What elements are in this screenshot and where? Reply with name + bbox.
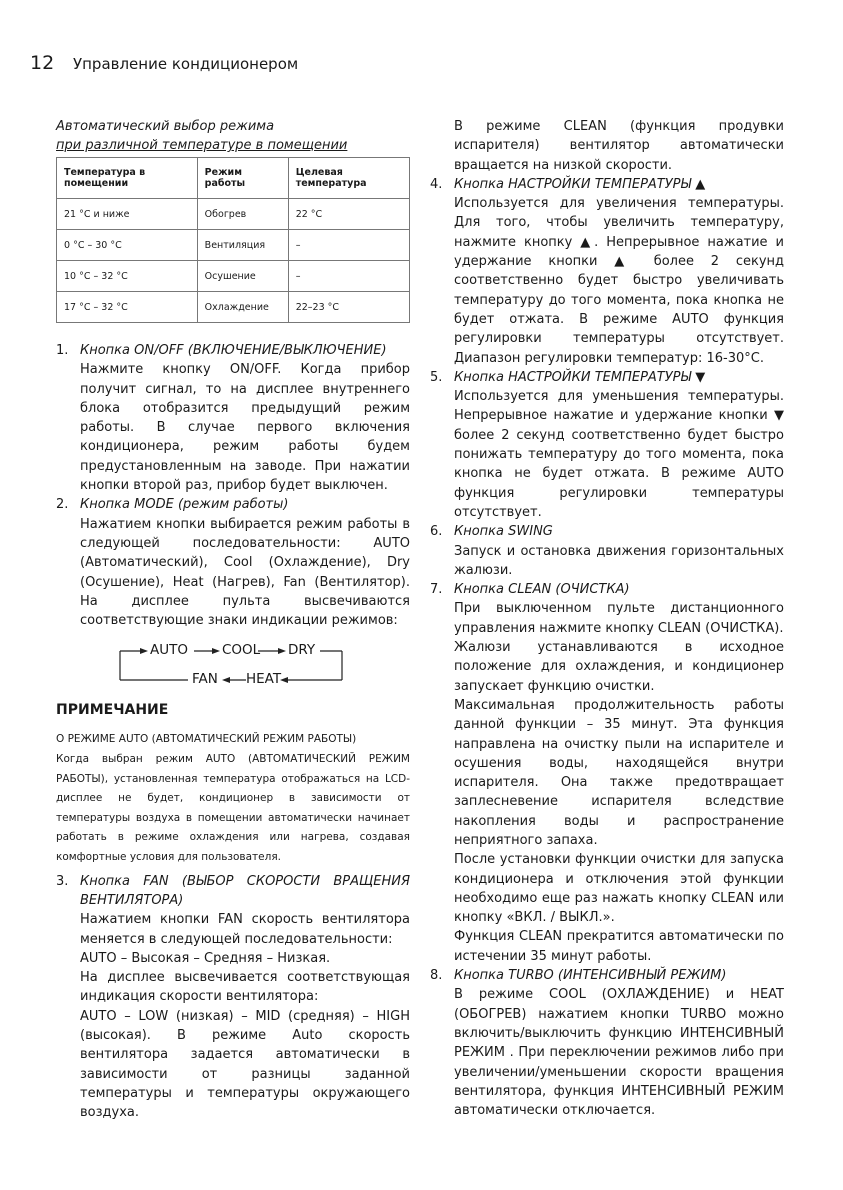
item-7-p3: Максимальная продолжительность работы данной функции – 35 минут. Эта функция направлена на очистку пыли на испарителе и осушения воды, находящейся внутри испарителя. Она также предотвращает заплесневение испарителя вследствие накопления воды и распространение неприятного запаха.: [454, 697, 784, 848]
item-7-p4: После установки функции очистки для запуска кондиционера и отключения этой функции необходимо еще раз нажать кнопку CLEAN или кнопку «ВКЛ. / ВЫКЛ.».: [454, 852, 784, 926]
item-8-heading: 8. Кнопка TURBO (ИНТЕНСИВНЫЙ РЕЖИМ): [430, 968, 727, 984]
mode-dry: DRY: [288, 642, 316, 659]
item-1-text: Нажмите кнопку ON/OFF. Когда прибор получит сигнал, то на дисплее внутреннего блока отобразится предыдущий режим работы. В случае первого включения кондиционера, режим работы будем предустановленным на заводе. При нажатии кнопки второй раз, прибор будет выключен.: [80, 362, 410, 494]
item-5-heading: 5. Кнопка НАСТРОЙКИ ТЕМПЕРАТУРЫ ▼: [430, 369, 706, 385]
item-8-text: В режиме COOL (ОХЛАЖДЕНИЕ) и HEAT (ОБОГРЕВ) нажатием кнопки TURBO можно включить/выключить функцию ИНТЕНСИВНЫЙ РЕЖИМ . При переключении режимов либо при увеличении/уменьшении скорости вращения вентилятора, функция ИНТЕНСИВНЫЙ РЕЖИМ автоматически отключается.: [454, 987, 784, 1119]
mode-table: [56, 157, 410, 323]
item-6-text: Запуск и остановка движения горизонтальных жалюзи.: [454, 543, 784, 578]
item-3-heading: 3. Кнопка FAN (ВЫБОР СКОРОСТИ ВРАЩЕНИЯ ВЕНТИЛЯТОРА): [56, 873, 410, 908]
right-column: [430, 117, 784, 1120]
note-text: Когда выбран режим AUTO (АВТОМАТИЧЕСКИЙ РЕЖИМ РАБОТЫ), установленная температура отображаться на LCD-дисплее не будет, кондиционер в зависимости от температуры воздуха в помещении автоматически начинает работать в режиме охлаждения или нагрева, создавая комфортные условия для пользователя.: [56, 753, 410, 864]
item-7-p1: При выключенном пульте дистанционного управления нажмите кнопку CLEAN (ОЧИСТКА).: [454, 601, 784, 636]
mode-auto: AUTO: [150, 642, 188, 659]
page-header: [30, 52, 298, 74]
item-3-p2: AUTO – Высокая – Средняя – Низкая.: [80, 950, 331, 966]
mode-heat: HEAT: [246, 671, 282, 688]
item-3-p1: Нажатием кнопки FAN скорость вентилятора меняется в следующей последовательности:: [80, 912, 410, 947]
table-row: 17 °C – 32 °C Охлаждение 22–23 °C: [57, 292, 410, 323]
item-6-heading: 6. Кнопка SWING: [430, 524, 553, 540]
note-subtitle: О РЕЖИМЕ AUTO (АВТОМАТИЧЕСКИЙ РЕЖИМ РАБОТЫ): [56, 733, 357, 746]
table-row: 10 °C – 32 °C Осушение –: [57, 261, 410, 292]
item-4-text: Используется для увеличения температуры. Для того, чтобы увеличить температуру, нажмите кнопку ▲. Непрерывное нажатие и удержание кнопки ▲ более 2 секунд соответственно будет быстро увеличивать температуру до того момента, пока кнопка не будет отжата. В режиме AUTO функция регулировки температуры отсутствует. Диапазон регулировки температур: 16-30°С.: [454, 196, 784, 366]
clean-intro: В режиме CLEAN (функция продувки испарителя) вентилятор автоматически вращается на низкой скорости.: [454, 119, 784, 173]
table-caption: Автоматический выбор режима при различной температуре в помещении: [56, 119, 348, 153]
item-7-p5: Функция CLEAN прекратится автоматически по истечении 35 минут работы.: [454, 929, 784, 964]
item-1-heading: 1. Кнопка ON/OFF (ВКЛЮЧЕНИЕ/ВЫКЛЮЧЕНИЕ): [56, 343, 387, 358]
mode-fan: FAN: [192, 671, 218, 688]
page-title: Управление кондиционером: [72, 55, 299, 73]
item-4-heading: 4. Кнопка НАСТРОЙКИ ТЕМПЕРАТУРЫ ▲: [430, 176, 706, 192]
mode-cool: COOL: [222, 642, 261, 659]
table-header-row: Температура в помещении Режим работы Целевая температура: [57, 158, 410, 199]
item-2-text: Нажатием кнопки выбирается режим работы в следующей последовательности: AUTO (Автоматический), Cool (Охлаждение), Dry (Осушение), Heat (Нагрев), Fan (Вентилятор). На дисплее пульта высвечиваются соответствующие знаки индикации режимов:: [80, 516, 410, 629]
table-row: 0 °C – 30 °C Вентиляция –: [57, 230, 410, 261]
table-row: 21 °C и ниже Обогрев 22 °C: [57, 199, 410, 230]
note-title: ПРИМЕЧАНИЕ: [56, 702, 169, 719]
page-number: 12: [30, 52, 55, 74]
mode-cycle-diagram: [118, 642, 348, 690]
left-column: [56, 117, 410, 1122]
item-3-p4: AUTO – LOW (низкая) – MID (средняя) – HIGH (высокая). В режиме Auto скорость вентилятора задается автоматически в зависимости от разницы заданной температуры и температуры окружающего воздуха.: [80, 1008, 410, 1121]
item-7-heading: 7. Кнопка CLEAN (ОЧИСТКА): [430, 582, 630, 598]
item-5-text: Используется для уменьшения температуры. Непрерывное нажатие и удержание кнопки ▼ более 2 секунд соответственно будет быстро понижать температуру до того момента, пока кнопка не будет отжата. В режиме AUTO функция регулировки температуры отсутствует.: [454, 389, 784, 520]
item-3-p3: На дисплее высвечивается соответствующая индикация скорости вентилятора:: [80, 970, 410, 1005]
item-2-heading: 2. Кнопка MODE (режим работы): [56, 497, 289, 513]
item-7-p2: Жалюзи устанавливаются в исходное положение для охлаждения, и кондиционер запускает функцию очистки.: [454, 640, 784, 694]
